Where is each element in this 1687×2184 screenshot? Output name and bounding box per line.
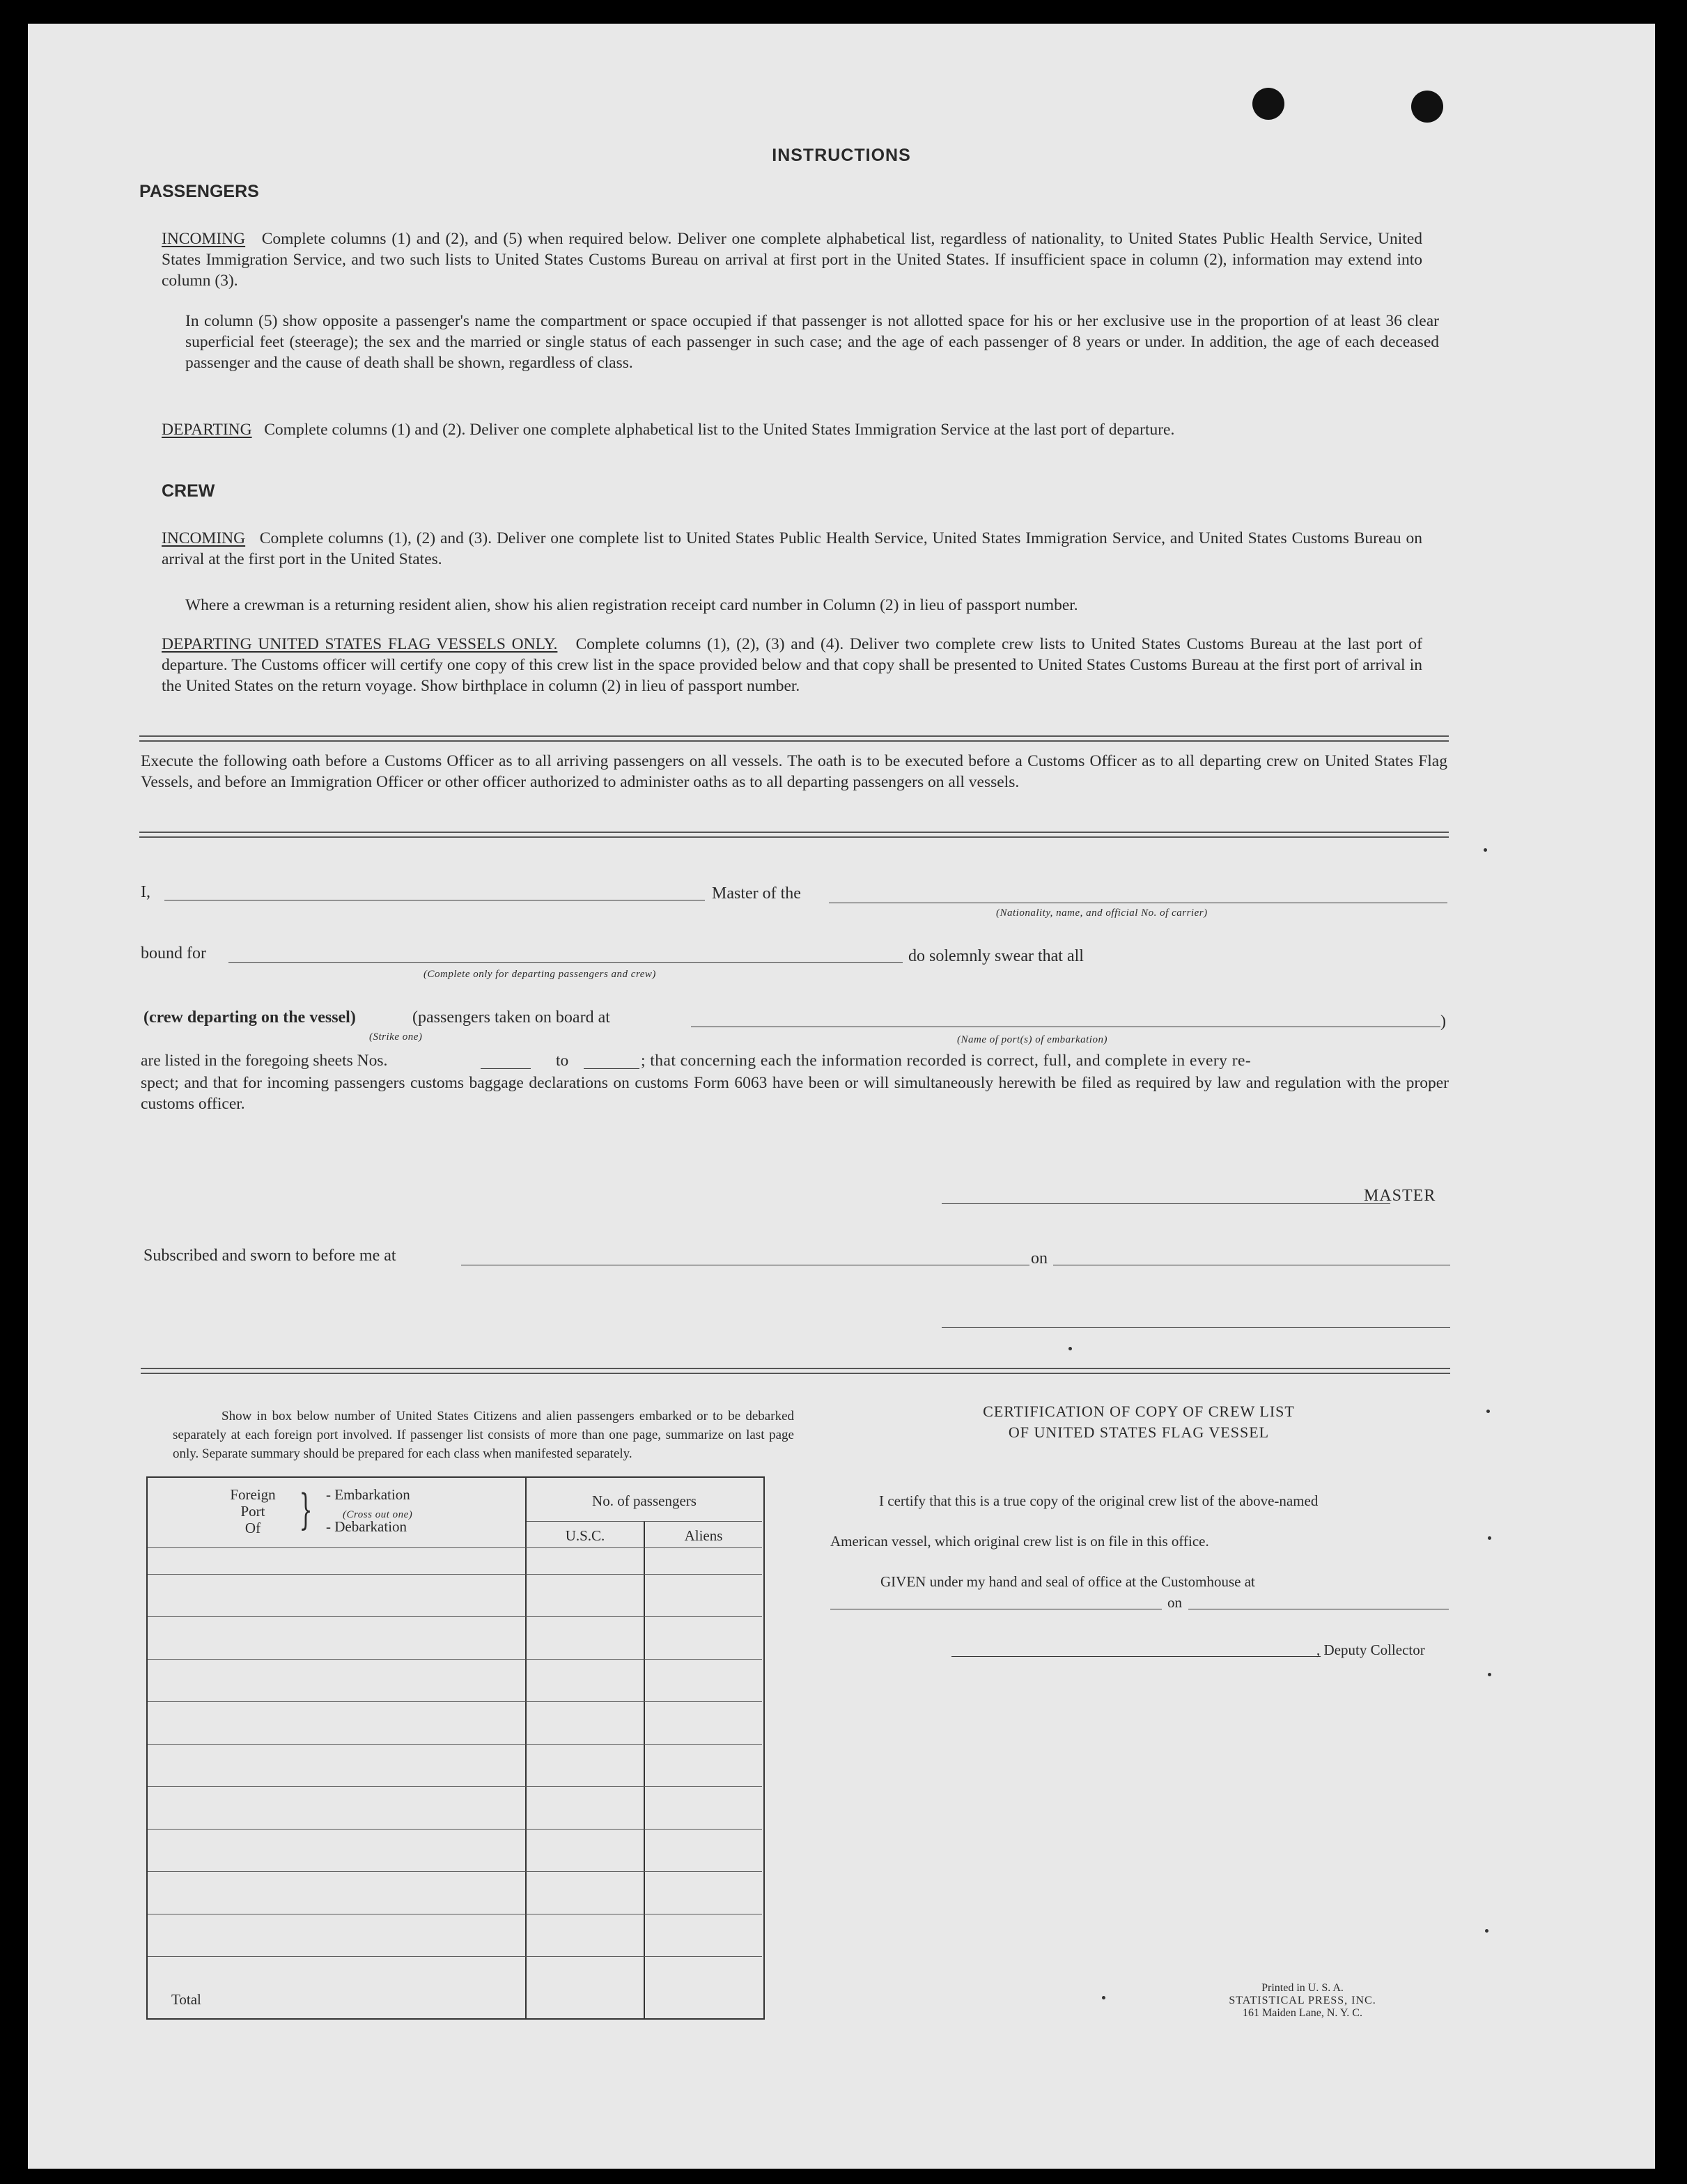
listed-line1-a: are listed in the foregoing sheets Nos. <box>141 1052 388 1070</box>
no-of-passengers-header: No. of passengers <box>592 1492 697 1509</box>
certify-line2: American vessel, which original crew list is on file in this office. <box>830 1533 1209 1550</box>
certification-on-label: on <box>1167 1594 1182 1611</box>
master-label: MASTER <box>1364 1187 1436 1205</box>
total-label: Total <box>171 1991 201 2008</box>
passengers-incoming-paragraph <box>162 228 1422 291</box>
passengers-column5-text: In column (5) show opposite a passenger's name the compartment or space occupied if that passenger is not allotted space for his or her exclusive use in the proportion of at least 36 clear superficial feet (steerage); the sex and the married or single status of each passenger in such case; and the age of each passenger of 8 years or under. In addition, the age of each deceased passenger and the cause of death shall be shown, regardless of class. <box>185 312 1439 372</box>
speck <box>1484 848 1487 852</box>
speck <box>1486 1410 1490 1413</box>
passengers-incoming-label: INCOMING <box>162 230 246 248</box>
passengers-taken-option: (passengers taken on board at <box>412 1008 610 1027</box>
oath-instruction: Execute the following oath before a Customs Officer as to all arriving passengers on all vessels. The oath is to be executed before a Customs Officer as to all departing crew on United States Flag Vessels, and before an Immigration Officer or other officer authorized to administer oaths as to all departing passengers on all vessels. <box>141 752 1447 791</box>
speck <box>1102 1996 1105 1999</box>
bound-for-line[interactable] <box>228 962 903 963</box>
listed-to: to <box>556 1052 569 1070</box>
table-row[interactable] <box>148 1701 762 1702</box>
given-line: GIVEN under my hand and seal of office at the Customhouse at <box>880 1573 1255 1590</box>
crew-heading: CREW <box>162 481 215 501</box>
crew-departing-text: Complete columns (1), (2), (3) and (4). Deliver two complete crew lists to United States Customs Bureau at the last port of departure. The Customs officer will certify one copy of this crew list in the space provided below and that copy shall be presented to United States Customs Bureau at the first port of arrival in the United States on the return voyage. Show birthplace in column (2) in lieu of passport number. <box>162 635 1422 695</box>
subscribed-label: Subscribed and sworn to before me at <box>143 1247 396 1265</box>
printer-line1: Printed in U. S. A. <box>1261 1982 1344 1994</box>
bound-note: (Complete only for departing passengers and crew) <box>423 969 656 980</box>
table-col-divider-2 <box>644 1521 645 2018</box>
table-row[interactable] <box>148 1659 762 1660</box>
printer-line2: STATISTICAL PRESS, INC. <box>1229 1995 1376 2006</box>
carrier-note: (Nationality, name, and official No. of carrier) <box>996 907 1208 919</box>
col-usc-header: U.S.C. <box>565 1527 605 1544</box>
passengers-departing-paragraph <box>162 419 1422 440</box>
crew-departing-paragraph <box>162 634 1422 696</box>
passengers-incoming-text: Complete columns (1) and (2), and (5) when required below. Deliver one complete alphabetical list, regardless of nationality, to United States Public Health Service, United States Immigration Service, and two such lists to United States Customs Bureau on arrival at first port in the United States. If insufficient space in column (2), information may extend into column (3). <box>162 230 1423 290</box>
punch-hole-left <box>1252 88 1284 120</box>
crew-incoming-paragraph <box>162 528 1422 570</box>
table-row[interactable] <box>148 1786 762 1787</box>
divider-3 <box>141 1368 1450 1374</box>
certify-line1: I certify that this is a true copy of the original crew list of the above-named <box>879 1492 1319 1509</box>
divider-1 <box>139 735 1449 742</box>
speck <box>1068 1347 1072 1350</box>
speck <box>1488 1673 1491 1676</box>
col-port-label: Port <box>240 1503 265 1520</box>
crew-incoming-text: Complete columns (1), (2) and (3). Deliver one complete list to United States Public Health Service, United States Immigration Service, and United States Customs Bureau on arrival at the first port in the United States. <box>162 529 1422 568</box>
strike-one-note: (Strike one) <box>369 1031 423 1043</box>
speck <box>1485 1929 1488 1933</box>
listed-rest: spect; and that for incoming passengers customs baggage declarations on customs Form 6063 have been or will simultaneously herewith be filed as required by law and regulation with the proper customs officer. <box>141 1074 1449 1113</box>
listed-line1-b: ; that concerning each the information recorded is correct, full, and complete in every re- <box>641 1052 1252 1070</box>
col-of-label: Of <box>244 1520 261 1536</box>
deputy-collector-label: , Deputy Collector <box>1316 1641 1425 1658</box>
table-col-divider-1 <box>525 1478 527 2018</box>
officer-signature-line[interactable] <box>942 1327 1450 1328</box>
divider-2 <box>139 832 1449 838</box>
port-note: (Name of port(s) of embarkation) <box>957 1034 1107 1045</box>
sheets-to-line[interactable] <box>584 1068 639 1069</box>
instructions-title: INSTRUCTIONS <box>772 146 911 165</box>
table-row[interactable] <box>148 1871 762 1872</box>
oath-i-label: I, <box>141 883 150 901</box>
passengers-departing-text: Complete columns (1) and (2). Deliver one complete alphabetical list to the United States Immigration Service at the last port of departure. <box>264 421 1175 439</box>
table-header-bottom <box>148 1547 762 1548</box>
certification-title-line2: OF UNITED STATES FLAG VESSEL <box>1008 1424 1270 1441</box>
table-row[interactable] <box>148 1744 762 1745</box>
close-paren: ) <box>1440 1013 1446 1031</box>
crew-departing-option <box>143 1007 356 1028</box>
table-row[interactable] <box>148 1574 762 1575</box>
summary-intro: Show in box below number of United States Citizens and alien passengers embarked or to be debarked separately at each foreign port involved. If passenger list consists of more than one page, summarize on last page only. Separate summary should be prepared for each class when manifested separately. <box>173 1409 794 1461</box>
passengers-departing-label: DEPARTING <box>162 421 252 439</box>
master-of-the-label: Master of the <box>712 884 801 903</box>
form-sheet <box>28 24 1655 2169</box>
speck <box>1488 1536 1491 1540</box>
master-signature-line[interactable] <box>942 1203 1390 1204</box>
passengers-heading: PASSENGERS <box>139 182 259 201</box>
table-row[interactable] <box>148 1956 762 1957</box>
crew-departing-text: (crew departing on the vessel) <box>143 1008 356 1027</box>
col-foreign-label: Foreign <box>230 1486 276 1503</box>
debarkation-label: - Debarkation <box>326 1518 407 1535</box>
certification-title-line1: CERTIFICATION OF COPY OF CREW LIST <box>983 1403 1295 1420</box>
subscribed-on-label: on <box>1031 1249 1048 1268</box>
table-subhead-line <box>527 1521 762 1522</box>
printer-line3: 161 Maiden Lane, N. Y. C. <box>1243 2007 1362 2019</box>
crew-incoming-label: INCOMING <box>162 529 246 547</box>
table-row[interactable] <box>148 1616 762 1617</box>
deputy-signature-line[interactable] <box>951 1656 1321 1657</box>
passenger-summary-table <box>146 1476 765 2020</box>
cross-out-note: (Cross out one) <box>343 1509 413 1520</box>
crew-departing-label: DEPARTING UNITED STATES FLAG VESSELS ONLY. <box>162 635 558 653</box>
crew-resident-text: Where a crewman is a returning resident alien, show his alien registration receipt card number in Column (2) in lieu of passport number. <box>185 596 1078 614</box>
sheets-from-line[interactable] <box>481 1068 531 1069</box>
table-row[interactable] <box>148 1829 762 1830</box>
brace-symbol: } <box>299 1485 313 1534</box>
swear-label: do solemnly swear that all <box>908 947 1084 965</box>
embarkation-label: - Embarkation <box>326 1486 410 1503</box>
bound-for-label: bound for <box>141 944 206 962</box>
col-aliens-header: Aliens <box>684 1527 723 1544</box>
punch-hole-right <box>1411 91 1443 123</box>
